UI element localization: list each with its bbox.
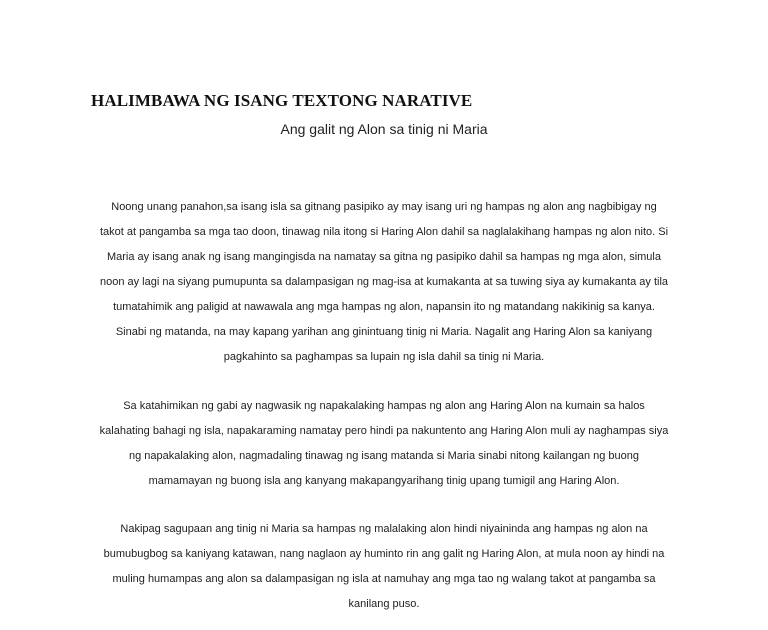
paragraph-line: takot at pangamba sa mga tao doon, tinawag nila itong si Haring Alon dahil sa naglalakihang hampas ng alon nito. Si: [99, 226, 669, 238]
paragraph-line: pagkahinto sa paghampas sa lupain ng isla dahil sa tinig ni Maria.: [223, 351, 545, 363]
document-subtitle: [0, 121, 768, 137]
document-title: HALIMBAWA NG ISANG TEXTONG NARATIVE: [91, 91, 473, 110]
paragraph-line: Maria ay isang anak ng isang mangingisda na namatay sa gitna ng pasipiko dahil sa hampas ng mga alon, simula: [106, 251, 661, 263]
paragraph-line: mamamayan ng buong isla ang kanyang makapangyarihang tinig upang tumigil ang Haring Alon.: [148, 475, 620, 487]
paragraph-1: [86, 195, 682, 370]
paragraph-line: kalahating bahagi ng isla, napakaraming namatay pero hindi pa nakuntento ang Haring Alon muli ay naghampas siya: [99, 425, 669, 437]
paragraph-line: Sinabi ng matanda, na may kapang yarihan ang ginintuang tinig ni Maria. Nagalit ang Haring Alon sa kaniyang: [115, 326, 653, 338]
paragraph-2: [86, 394, 682, 494]
paragraph-line: noon ay lagi na siyang pumupunta sa dalampasigan ng mag-isa at kumakanta at sa tuwing siya ay kumakanta ay tila: [99, 276, 669, 288]
paragraph-line: tumatahimik ang paligid at nawawala ang mga hampas ng alon, napansin ito ng matandang nakikinig sa kanya.: [113, 301, 655, 313]
subtitle-text: Ang galit ng Alon sa tinig ni Maria: [280, 121, 488, 137]
paragraph-3: [86, 517, 682, 617]
paragraph-line: Nakipag sagupaan ang tinig ni Maria sa hampas ng malalaking alon hindi niyaininda ang hampas ng alon na: [120, 523, 648, 535]
paragraph-line: muling humampas ang alon sa dalampasigan ng isla at namuhay ang mga tao ng walang takot at pangamba sa: [112, 573, 656, 585]
paragraph-line: bumubugbog sa kaniyang katawan, nang naglaon ay huminto rin ang galit ng Haring Alon, at mula noon ay hindi na: [103, 548, 665, 560]
paragraph-line: ng napakalaking alon, nagmadaling tinawag ng isang matanda si Maria sinabi nitong kailangan ng buong: [128, 450, 640, 462]
paragraph-line: Noong unang panahon,sa isang isla sa gitnang pasipiko ay may isang uri ng hampas ng alon ang nagbibigay ng: [111, 201, 657, 213]
paragraph-line: Sa katahimikan ng gabi ay nagwasik ng napakalaking hampas ng alon ang Haring Alon na kumain sa halos: [123, 400, 645, 412]
paragraph-line: kanilang puso.: [348, 598, 420, 610]
